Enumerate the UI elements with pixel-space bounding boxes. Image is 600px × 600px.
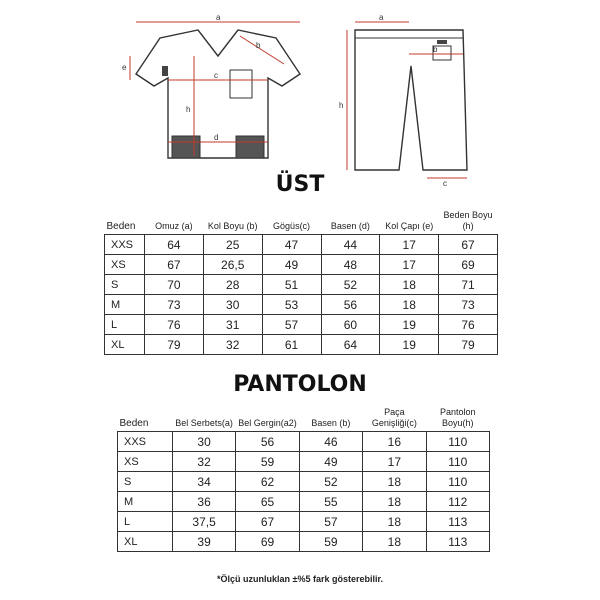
size-cell: XL <box>105 335 145 355</box>
table-row <box>118 492 490 512</box>
table-row <box>105 255 498 275</box>
pants-label-h: h <box>339 101 344 110</box>
table-row <box>118 452 490 472</box>
value-cell: 79 <box>144 335 203 355</box>
pants-label-a: a <box>379 13 384 22</box>
value-cell: 26,5 <box>203 255 262 275</box>
value-cell: 18 <box>363 532 426 552</box>
value-cell: 53 <box>262 295 321 315</box>
value-cell: 73 <box>439 295 498 315</box>
value-cell: 110 <box>426 432 489 452</box>
column-header: Basen (d) <box>330 221 370 231</box>
value-cell: 64 <box>321 335 380 355</box>
pantolon-title: PANTOLON <box>233 372 367 397</box>
value-cell: 76 <box>144 315 203 335</box>
value-cell: 113 <box>426 512 489 532</box>
value-cell: 18 <box>363 472 426 492</box>
table-row <box>105 235 498 255</box>
table-row <box>105 315 498 335</box>
top-garment-diagram <box>118 8 318 173</box>
value-cell: 36 <box>172 492 235 512</box>
value-cell: 67 <box>236 512 299 532</box>
value-cell: 32 <box>203 335 262 355</box>
value-cell: 31 <box>203 315 262 335</box>
value-cell: 55 <box>299 492 362 512</box>
table-row <box>118 512 490 532</box>
size-cell: XL <box>118 532 173 552</box>
size-cell: XXS <box>118 432 173 452</box>
value-cell: 34 <box>172 472 235 492</box>
value-cell: 112 <box>426 492 489 512</box>
size-cell: XXS <box>105 235 145 255</box>
value-cell: 32 <box>172 452 235 472</box>
value-cell: 30 <box>172 432 235 452</box>
column-header: Pantolon Boyu(h) <box>440 407 476 428</box>
label-a: a <box>216 13 221 22</box>
label-e: e <box>122 63 127 72</box>
table-header-row <box>118 403 490 432</box>
size-cell: S <box>105 275 145 295</box>
value-cell: 28 <box>203 275 262 295</box>
value-cell: 17 <box>363 452 426 472</box>
table-row <box>105 295 498 315</box>
label-d: d <box>214 133 219 142</box>
value-cell: 39 <box>172 532 235 552</box>
value-cell: 113 <box>426 532 489 552</box>
pants-label-b: b <box>433 45 438 54</box>
pants-diagram <box>335 8 475 186</box>
value-cell: 56 <box>236 432 299 452</box>
column-header: Bel Gergin(a2) <box>238 418 297 428</box>
table-row <box>118 472 490 492</box>
value-cell: 79 <box>439 335 498 355</box>
label-h: h <box>186 105 191 114</box>
value-cell: 56 <box>321 295 380 315</box>
value-cell: 48 <box>321 255 380 275</box>
value-cell: 49 <box>299 452 362 472</box>
value-cell: 52 <box>321 275 380 295</box>
value-cell: 67 <box>144 255 203 275</box>
value-cell: 47 <box>262 235 321 255</box>
value-cell: 70 <box>144 275 203 295</box>
value-cell: 17 <box>380 235 439 255</box>
tolerance-footnote: *Ölçü uzunluklan ±%5 fark gösterebilir. <box>217 574 383 584</box>
column-header: Beden Boyu (h) <box>443 210 493 231</box>
value-cell: 59 <box>236 452 299 472</box>
value-cell: 64 <box>144 235 203 255</box>
column-header: Kol Boyu (b) <box>207 221 258 231</box>
value-cell: 61 <box>262 335 321 355</box>
value-cell: 17 <box>380 255 439 275</box>
value-cell: 71 <box>439 275 498 295</box>
size-cell: XS <box>118 452 173 472</box>
ust-title: ÜST <box>275 172 325 197</box>
value-cell: 44 <box>321 235 380 255</box>
ust-size-table <box>104 206 498 355</box>
value-cell: 62 <box>236 472 299 492</box>
column-header: Bel Serbets(a) <box>175 418 233 428</box>
value-cell: 16 <box>363 432 426 452</box>
size-cell: XS <box>105 255 145 275</box>
value-cell: 19 <box>380 335 439 355</box>
column-header: Omuz (a) <box>155 221 193 231</box>
table-row <box>118 432 490 452</box>
value-cell: 59 <box>299 532 362 552</box>
value-cell: 57 <box>299 512 362 532</box>
value-cell: 18 <box>380 295 439 315</box>
table-row <box>118 532 490 552</box>
value-cell: 18 <box>363 492 426 512</box>
value-cell: 57 <box>262 315 321 335</box>
value-cell: 30 <box>203 295 262 315</box>
pantolon-size-table <box>117 403 490 552</box>
label-c: c <box>214 71 218 80</box>
value-cell: 18 <box>363 512 426 532</box>
column-header: Beden <box>106 221 136 232</box>
size-cell: L <box>105 315 145 335</box>
value-cell: 65 <box>236 492 299 512</box>
column-header: Gögüs(c) <box>273 221 311 231</box>
value-cell: 19 <box>380 315 439 335</box>
value-cell: 18 <box>380 275 439 295</box>
column-header: Beden <box>119 418 149 429</box>
column-header: Paça Genişliği(c) <box>371 407 417 428</box>
value-cell: 67 <box>439 235 498 255</box>
size-cell: M <box>105 295 145 315</box>
size-cell: M <box>118 492 173 512</box>
value-cell: 69 <box>439 255 498 275</box>
table-row <box>105 335 498 355</box>
value-cell: 60 <box>321 315 380 335</box>
pants-label-c: c <box>443 179 447 186</box>
value-cell: 37,5 <box>172 512 235 532</box>
label-b: b <box>256 41 261 50</box>
table-header-row <box>105 206 498 235</box>
value-cell: 52 <box>299 472 362 492</box>
value-cell: 110 <box>426 452 489 472</box>
value-cell: 51 <box>262 275 321 295</box>
column-header: Basen (b) <box>311 418 351 428</box>
value-cell: 110 <box>426 472 489 492</box>
size-cell: L <box>118 512 173 532</box>
table-row <box>105 275 498 295</box>
value-cell: 46 <box>299 432 362 452</box>
size-cell: S <box>118 472 173 492</box>
column-header: Kol Çapı (e) <box>385 221 434 231</box>
value-cell: 49 <box>262 255 321 275</box>
value-cell: 73 <box>144 295 203 315</box>
value-cell: 76 <box>439 315 498 335</box>
value-cell: 25 <box>203 235 262 255</box>
value-cell: 69 <box>236 532 299 552</box>
